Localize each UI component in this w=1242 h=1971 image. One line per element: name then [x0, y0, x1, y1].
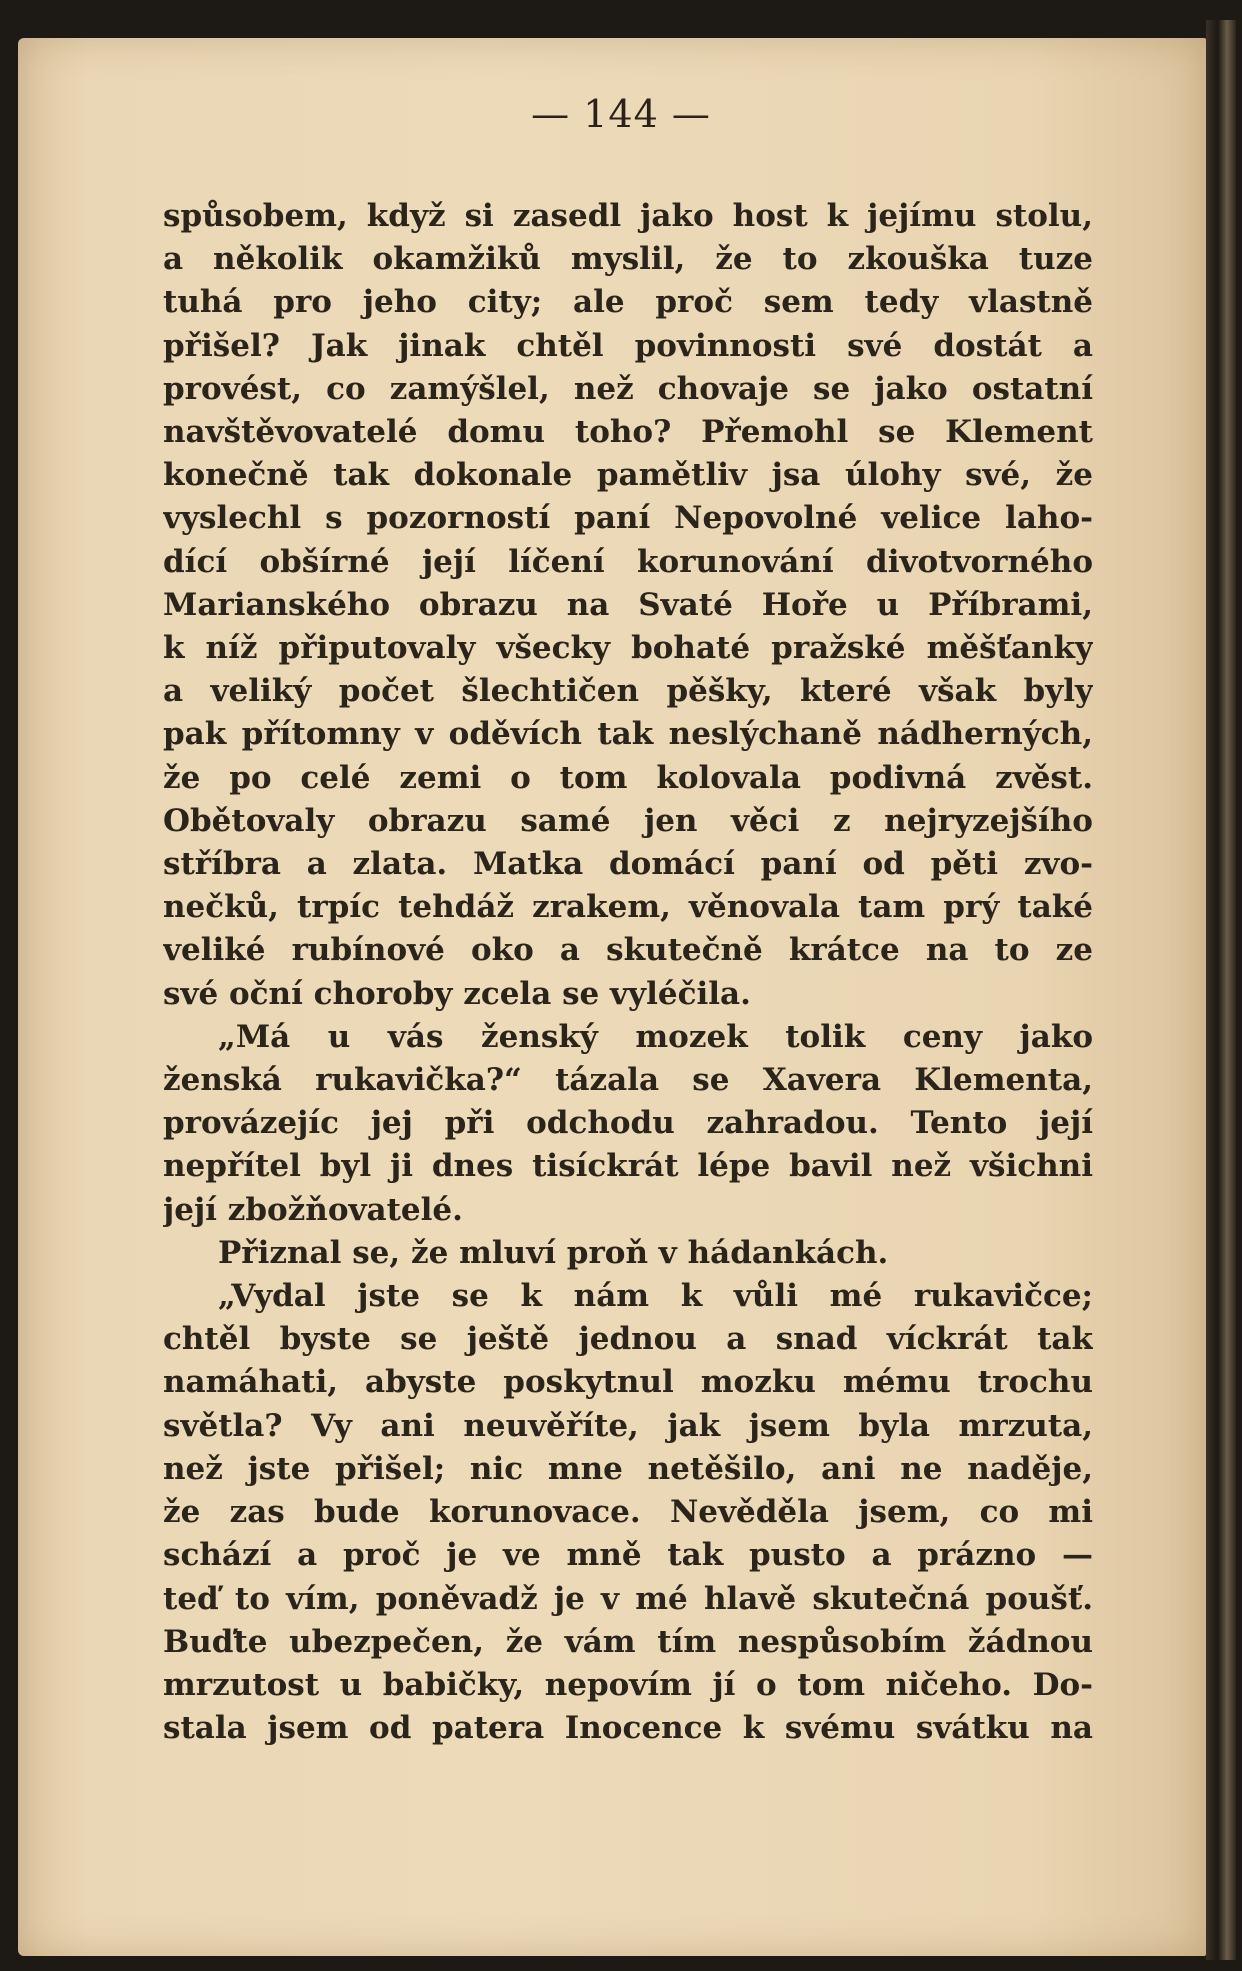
book-spine-edge [1206, 20, 1236, 1960]
text-line: konečně tak dokonale pamětliv jsa úlohy své, že [163, 457, 1093, 494]
text-line: ženská rukavička?“ tázala se Xavera Klementa, [163, 1062, 1093, 1099]
text-line: nepřítel byl ji dnes tisíckrát lépe bavil než všichni [163, 1148, 1093, 1185]
text-line: provázejíc jej při odchodu zahradou. Tento její [163, 1105, 1093, 1142]
text-line: schází a proč je ve mně tak pusto a prázno — [163, 1537, 1093, 1574]
text-line: navštěvovatelé domu toho? Přemohl se Klement [163, 414, 1093, 451]
text-line: „Vydal jste se k nám k vůli mé rukavičce; [218, 1278, 1093, 1315]
text-line: že po celé zemi o tom kolovala podivná zvěst. [163, 759, 1093, 796]
text-line: její zbožňovatelé. [163, 1191, 463, 1228]
text-line: a veliký počet šlechtičen pěšky, které však byly [163, 673, 1093, 710]
text-line: Obětovaly obrazu samé jen věci z nejryzejšího [163, 802, 1093, 839]
page-number: — 144 — [531, 92, 711, 136]
text-line: stala jsem od patera Inocence k svému svátku na [163, 1710, 1093, 1747]
text-line: chtěl byste se ještě jednou a snad víckrát tak [163, 1321, 1093, 1358]
text-line: dící obšírné její líčení korunování divotvorného [163, 543, 1093, 580]
text-line: vyslechl s pozorností paní Nepovolné velice laho- [163, 500, 1093, 537]
text-line: než jste přišel; nic mne netěšilo, ani ne naděje, [163, 1450, 1093, 1487]
text-line: Marianského obrazu na Svaté Hoře u Příbrami, [163, 586, 1093, 623]
text-line: „Má u vás ženský mozek tolik ceny jako [218, 1018, 1093, 1055]
text-line: k níž připutovaly všecky bohaté pražské měšťanky [163, 630, 1093, 667]
text-line: přišel? Jak jinak chtěl povinnosti své dostát a [163, 327, 1093, 364]
text-line: pak přítomny v oděvích tak neslýchaně nádherných, [163, 716, 1093, 753]
text-line: spůsobem, když si zasedl jako host k jejímu stolu, [163, 198, 1093, 234]
text-line: Buďte ubezpečen, že vám tím nespůsobím žádnou [163, 1623, 1093, 1660]
text-line: tuhá pro jeho city; ale proč sem tedy vlastně [163, 284, 1093, 321]
text-line: že zas bude korunovace. Nevěděla jsem, co mi [163, 1494, 1093, 1531]
text-line: veliké rubínové oko a skutečně krátce na to ze [163, 932, 1093, 969]
text-line: teď to vím, poněvadž je v mé hlavě skutečná poušť. [163, 1580, 1093, 1617]
text-line: a několik okamžiků myslil, že to zkouška tuze [163, 241, 1093, 278]
text-line: provést, co zamýšlel, než chovaje se jako ostatní [163, 370, 1093, 407]
text-line: světla? Vy ani neuvěříte, jak jsem byla mrzuta, [163, 1407, 1093, 1444]
text-line: své oční choroby zcela se vyléčila. [163, 975, 751, 1012]
text-line: nečků, trpíc tehdáž zrakem, věnovala tam prý také [163, 889, 1093, 926]
text-line: namáhati, abyste poskytnul mozku mému trochu [163, 1364, 1093, 1401]
text-line: mrzutost u babičky, nepovím jí o tom ničeho. Do- [163, 1666, 1093, 1703]
body-text [163, 195, 1093, 1750]
text-line: Přiznal se, že mluví proň v hádankách. [218, 1234, 889, 1271]
text-line: stříbra a zlata. Matka domácí paní od pěti zvo- [163, 846, 1093, 883]
